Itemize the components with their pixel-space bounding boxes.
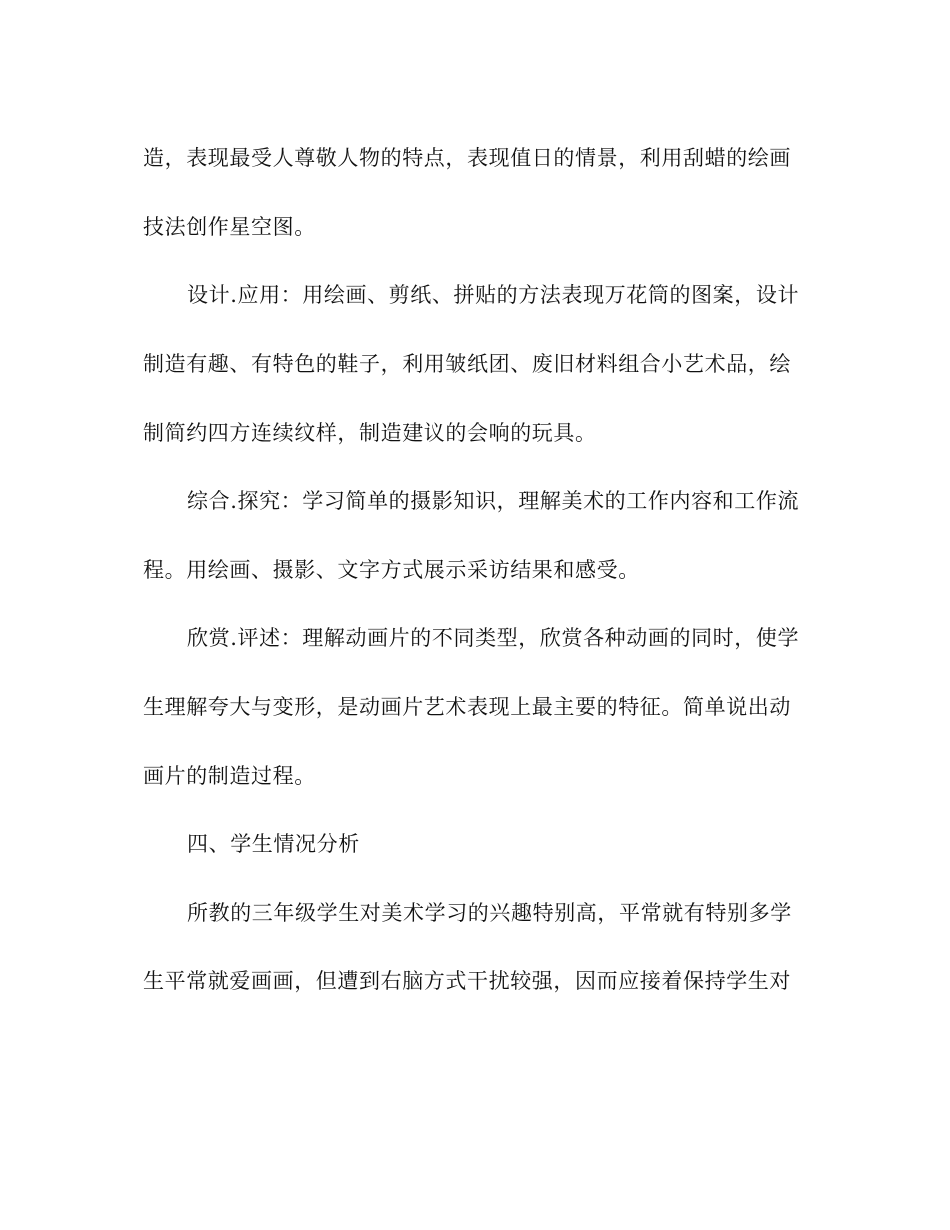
paragraph-student-analysis: 所教的三年级学生对美术学习的兴趣特别高，平常就有特别多学	[187, 901, 792, 925]
text-line-7: 程。用绘画、摄影、文字方式展示采访结果和感受。	[143, 558, 640, 582]
paragraph-design-application: 设计.应用：用绘画、剪纸、拼贴的方法表现万花筒的图案，设计	[187, 283, 800, 307]
section-heading-student-analysis: 四、学生情况分析	[187, 832, 360, 856]
text-line-10: 画片的制造过程。	[143, 764, 316, 788]
paragraph-comprehensive-exploration: 综合.探究：学习简单的摄影知识，理解美术的工作内容和工作流	[187, 489, 800, 513]
paragraph-appreciation-commentary: 欣赏.评述：理解动画片的不同类型，欣赏各种动画的同时，使学	[187, 626, 800, 650]
text-line-2: 技法创作星空图。	[143, 215, 316, 239]
text-line-9: 生理解夸大与变形，是动画片艺术表现上最主要的特征。简单说出动	[143, 695, 791, 719]
text-line-13: 生平常就爱画画，但遭到右脑方式干扰较强，因而应接着保持学生对	[143, 969, 791, 993]
text-line-4: 制造有趣、有特色的鞋子，利用皱纸团、废旧材料组合小艺术品，绘	[143, 352, 791, 376]
text-line-1: 造，表现最受人尊敬人物的特点，表现值日的情景，利用刮蜡的绘画	[143, 146, 791, 170]
text-line-5: 制简约四方连续纹样，制造建议的会响的玩具。	[143, 421, 597, 445]
